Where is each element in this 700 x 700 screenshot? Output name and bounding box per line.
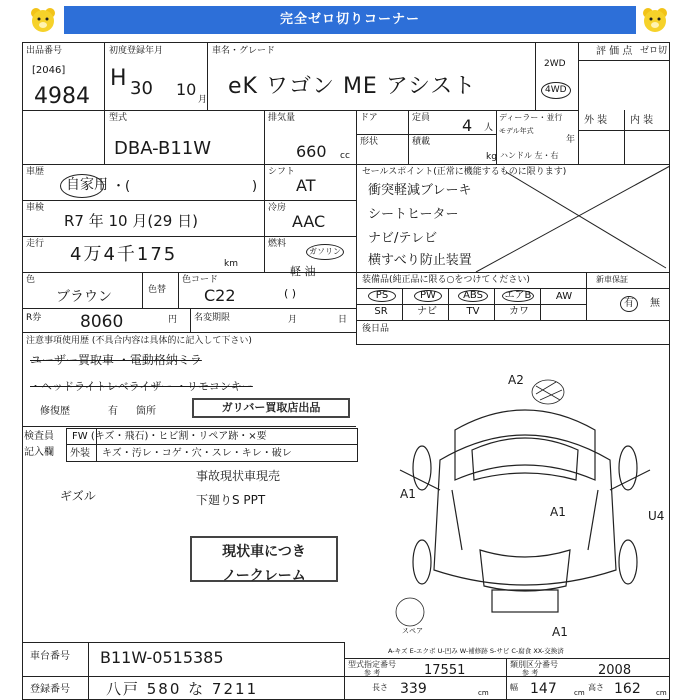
- spare-label: スペア: [402, 627, 423, 635]
- lot-number: 4984: [34, 84, 90, 109]
- equip-airbag: エアB: [502, 290, 534, 302]
- chassis-value: B11W-0515385: [100, 648, 224, 667]
- equip-sr: SR: [374, 306, 388, 317]
- door-label: ドア: [360, 113, 378, 123]
- car-damage-diagram: [380, 350, 670, 630]
- exterior-grade-label: 外 装: [584, 115, 608, 126]
- inspector-ext-items: FW (キズ・飛石)・ヒビ割・リペア跡・×要: [72, 431, 267, 442]
- equip-abs: ABS: [458, 290, 488, 302]
- banner-title: 完全ゼロ切りコーナー: [64, 6, 636, 34]
- equip-pw: PW: [414, 290, 442, 302]
- notes-line-2: ・ヘッドライトレベライザー ・リモコンキー: [30, 380, 253, 393]
- handwritten-note-left: ギズル: [60, 489, 96, 503]
- chassis-label: 車台番号: [30, 651, 70, 662]
- inspection-value: R7 年 10 月(29 日): [64, 212, 198, 230]
- recycle-label: R券: [26, 313, 42, 323]
- capacity-value: 4: [462, 116, 473, 135]
- model-type-label: 型式: [109, 113, 128, 123]
- color-value: ブラウン: [56, 289, 112, 305]
- equip-leather: カワ: [509, 306, 529, 317]
- capacity-label: 定員: [412, 113, 431, 123]
- inspector-ext-label: 外装: [70, 448, 90, 459]
- gulliver-stamp: ガリバー買取店出品: [192, 398, 350, 418]
- fuel-gasoline: ガソリン: [306, 244, 344, 260]
- displacement-unit: cc: [340, 151, 350, 161]
- width-value: 147: [530, 681, 557, 697]
- load-unit: kg: [486, 152, 497, 162]
- entry-label: 記入欄: [24, 447, 54, 458]
- handwritten-note-1: 事故現状車現売: [196, 469, 281, 483]
- car-name-label: 車名・グレード: [212, 46, 276, 56]
- lot-code: [2046]: [32, 65, 66, 76]
- model-type-value: DBA-B11W: [114, 138, 212, 159]
- length-label: 長さ: [372, 683, 388, 692]
- length-cm: cm: [478, 689, 489, 697]
- recycle-value: 8060: [80, 312, 124, 332]
- equip-navi: ナビ: [417, 306, 437, 317]
- selling-point-1: 衝突軽減ブレーキ: [368, 183, 472, 198]
- equip-ps: PS: [368, 290, 396, 302]
- class-label: 類別区分番号: [510, 660, 558, 669]
- lot-label: 出品番号: [26, 46, 63, 56]
- mileage-value: 4万4千175: [70, 244, 178, 265]
- history-paren-open: ・(: [112, 179, 131, 194]
- shape-label: 形状: [360, 137, 379, 147]
- first-reg-year: 30: [130, 78, 153, 99]
- damage-mark-a1-bottom: A1: [552, 625, 568, 639]
- height-value: 162: [614, 681, 641, 697]
- history-label: 車歴: [26, 167, 45, 177]
- fuel-other: ( ): [284, 287, 297, 300]
- model-year-label: モデル年式: [499, 127, 534, 135]
- handle-label: ハンドル 左・右: [500, 151, 559, 160]
- displacement-label: 排気量: [268, 113, 296, 123]
- rating-label: 評 価 点: [596, 46, 633, 57]
- history-paren-close: ): [252, 179, 258, 194]
- fuel-diesel: 軽 油: [290, 265, 316, 278]
- model-class-sub: 参 考: [364, 669, 381, 677]
- model-class-value: 17551: [424, 663, 466, 678]
- rating-value: ゼロ切: [640, 46, 668, 56]
- warranty-yes: 有: [620, 296, 638, 312]
- drive-4wd: 4WD: [541, 82, 571, 99]
- shift-label: シフト: [268, 167, 296, 177]
- ac-label: 冷房: [268, 203, 287, 213]
- width-cm: cm: [574, 689, 585, 697]
- first-reg-month: 10: [176, 80, 197, 99]
- selling-point-4: 横すべり防止装置: [368, 253, 472, 268]
- capacity-unit: 人: [484, 123, 494, 133]
- color-code-value: C22: [204, 286, 236, 305]
- selling-point-2: シートヒーター: [368, 207, 459, 222]
- height-cm: cm: [656, 689, 667, 697]
- bear-mascot-right-icon: [640, 5, 670, 35]
- displacement-value: 660: [296, 142, 327, 161]
- damage-mark-u4: U4: [648, 509, 665, 523]
- ac-value: AAC: [292, 212, 326, 231]
- selling-points-header: セールスポイント(正常に機能するものに限ります): [362, 167, 567, 177]
- no-claim-stamp-line-2: ノークレーム: [222, 568, 306, 584]
- damage-mark-a2: A2: [508, 373, 524, 387]
- damage-mark-a1-left: A1: [400, 487, 416, 501]
- class-sub: 参 考: [522, 669, 539, 677]
- first-reg-label: 初度登録年月: [109, 46, 164, 56]
- rear-seat-label: 後日品: [362, 324, 390, 334]
- repair-history-count: 箇所: [136, 406, 156, 417]
- equip-aw: AW: [555, 291, 573, 302]
- first-reg-month-unit: 月: [198, 95, 208, 105]
- equip-tv: TV: [466, 306, 480, 317]
- class-value: 2008: [598, 663, 632, 678]
- equipment-header: 装備品(純正品に限る○をつけてください): [362, 275, 530, 285]
- notes-header: 注意事項使用歴 (不具合内容は具体的に記入して下さい): [26, 336, 252, 346]
- bear-mascot-left-icon: [28, 5, 58, 35]
- notes-line-1: ユーザー買取車 ・電動格納ミラ: [30, 353, 202, 367]
- width-label: 幅: [510, 683, 518, 692]
- height-label: 高さ: [588, 683, 604, 692]
- registration-value: 八戸 580 な 7211: [106, 680, 259, 698]
- color-label: 色: [26, 275, 36, 285]
- no-claim-stamp-line-1: 現状車につき: [222, 544, 306, 560]
- no-claim-stamp: [190, 536, 338, 582]
- name-change-label: 名変期限: [194, 313, 231, 323]
- inspector-label: 検査員: [24, 431, 54, 442]
- load-label: 積載: [412, 137, 431, 147]
- drive-2wd: 2WD: [544, 59, 566, 69]
- interior-grade-label: 内 装: [630, 115, 654, 126]
- color-code-label: 色コード: [182, 275, 219, 285]
- damage-legend: A-キズ E-エクボ U-凹み W-補修跡 S-サビ C-腐食 XX-交換済: [388, 647, 564, 655]
- selling-point-3: ナビ/テレビ: [368, 231, 438, 246]
- recycle-unit: 円: [168, 315, 178, 325]
- color-change-label: 色替: [148, 285, 167, 295]
- inspector-int-items: キズ・汚レ・コゲ・穴・スレ・キレ・破レ: [102, 448, 292, 459]
- inspection-label: 車検: [26, 203, 45, 213]
- dealer-label: ディーラー・並行: [499, 113, 563, 122]
- shift-value: AT: [296, 176, 316, 195]
- length-value: 339: [400, 681, 427, 697]
- registration-label: 登録番号: [30, 684, 70, 695]
- name-change-month: 月: [288, 315, 298, 325]
- first-reg-era: H: [110, 66, 127, 91]
- mileage-label: 走行: [26, 239, 45, 249]
- car-name-value: eK ワゴン ME アシスト: [228, 74, 477, 99]
- mileage-unit: km: [224, 259, 238, 269]
- repair-history-has: 有: [108, 406, 118, 417]
- fuel-label: 燃料: [268, 239, 287, 249]
- history-value: 自家用: [66, 177, 108, 193]
- model-year-unit: 年: [566, 135, 576, 145]
- name-change-day: 日: [338, 315, 348, 325]
- model-class-label: 型式指定番号: [348, 660, 396, 669]
- history-circle: [60, 174, 104, 198]
- new-car-warranty-label: 新車保証: [596, 275, 628, 284]
- repair-history-label: 修復歴: [40, 406, 70, 417]
- damage-mark-a1-mid: A1: [550, 505, 566, 519]
- handwritten-note-2: 下廻りS PPT: [196, 493, 266, 507]
- warranty-no: 無: [650, 298, 660, 309]
